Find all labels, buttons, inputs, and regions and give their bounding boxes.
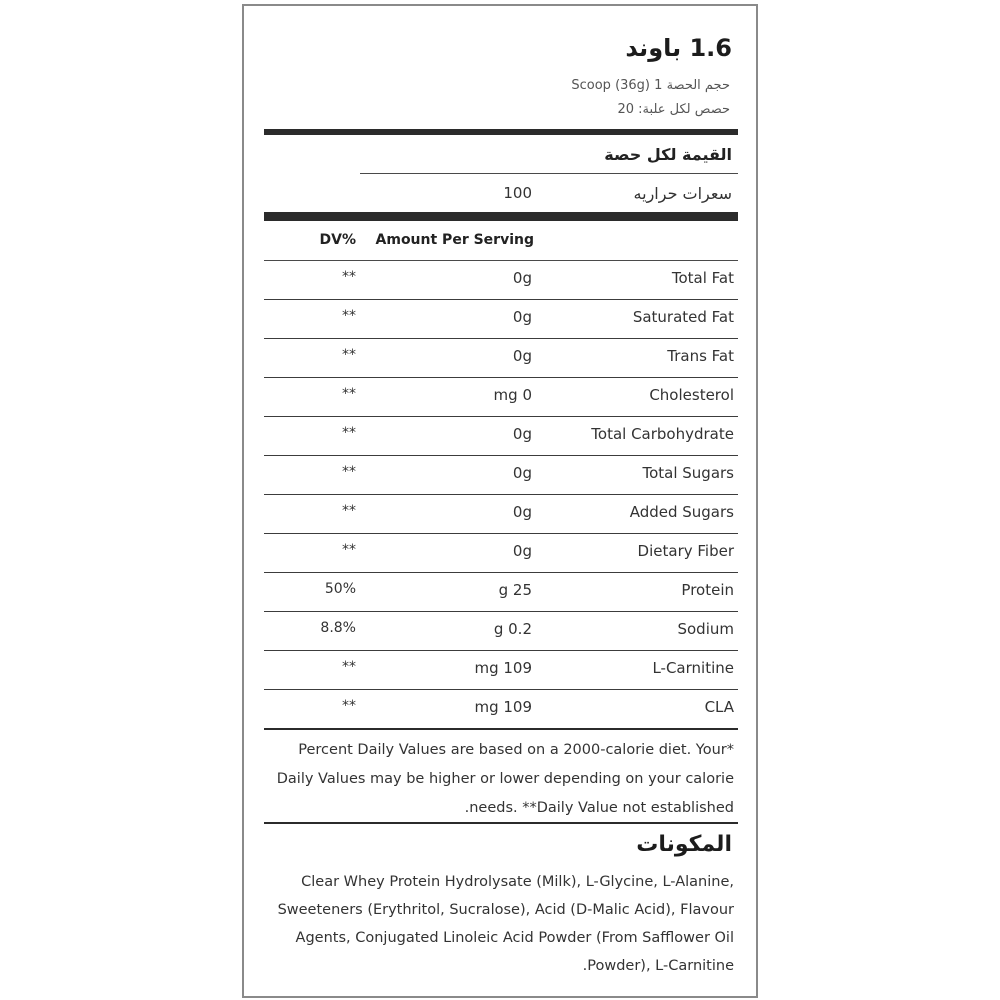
nutrient-name: CLA xyxy=(704,698,734,716)
ingredients-list: Clear Whey Protein Hydrolysate (Milk), L-Glycine, L-Alanine, Sweeteners (Erythritol, Sucralose), Acid (D-Malic Acid), Flavour Agents, Conjugated Linoleic Acid Powder (From Safflower Oil Powder), L-Carnitine. xyxy=(277,874,734,974)
serving-size: حجم الحصة 1 Scoop (36g) xyxy=(571,78,730,93)
daily-value-footnote: *Percent Daily Values are based on a 2000-calorie diet. Your Daily Values may be higher or lower depending on your calorie needs. **Daily Value not established. xyxy=(276,742,734,816)
nutrient-name: Total Sugars xyxy=(642,464,734,482)
calories-label: سعرات حراريه xyxy=(633,184,732,203)
divider-ingredients xyxy=(264,822,738,824)
nutrient-amount: 0g xyxy=(512,308,532,326)
nutrient-dv: ** xyxy=(342,659,356,675)
nutrient-row-cla xyxy=(264,689,738,730)
nutrient-dv: ** xyxy=(342,308,356,324)
nutrient-name: Cholesterol xyxy=(649,386,734,404)
nutrient-row-total-sugars xyxy=(264,455,738,495)
value-per-serving-heading: القيمة لكل حصة xyxy=(604,145,732,164)
nutrient-amount: 0g xyxy=(512,269,532,287)
calories-value: 100 xyxy=(503,184,532,202)
nutrient-name: Protein xyxy=(681,581,734,599)
servings-per-container: حصص لكل علبة: 20 xyxy=(617,102,730,117)
nutrient-row-saturated-fat xyxy=(264,299,738,339)
nutrient-row-cholesterol xyxy=(264,377,738,417)
dv-column-header: DV% xyxy=(319,232,356,248)
nutrient-name: Dietary Fiber xyxy=(637,542,734,560)
nutrient-row-dietary-fiber xyxy=(264,533,738,573)
nutrient-row-l-carnitine xyxy=(264,650,738,690)
nutrient-amount: mg 0 xyxy=(493,386,532,404)
nutrient-dv: 8.8% xyxy=(320,620,356,636)
nutrient-row-added-sugars xyxy=(264,494,738,534)
nutrient-amount: g 25 xyxy=(498,581,532,599)
product-weight-title: 1.6 باوند xyxy=(625,34,732,62)
nutrient-dv: ** xyxy=(342,503,356,519)
nutrient-dv: ** xyxy=(342,464,356,480)
nutrient-amount: mg 109 xyxy=(474,698,532,716)
nutrient-amount: mg 109 xyxy=(474,659,532,677)
nutrient-dv: ** xyxy=(342,425,356,441)
nutrient-name: L-Carnitine xyxy=(652,659,734,677)
nutrient-row-protein xyxy=(264,572,738,612)
nutrient-dv: ** xyxy=(342,386,356,402)
nutrient-name: Sodium xyxy=(677,620,734,638)
nutrient-dv: 50% xyxy=(324,581,356,597)
nutrient-dv: ** xyxy=(342,269,356,285)
nutrient-name: Total Fat xyxy=(671,269,734,287)
thick-divider-top xyxy=(264,129,738,135)
nutrient-amount: 0g xyxy=(512,542,532,560)
nutrient-amount: 0g xyxy=(512,464,532,482)
nutrient-row-total-fat xyxy=(264,260,738,300)
nutrient-amount: 0g xyxy=(512,425,532,443)
nutrient-name: Saturated Fat xyxy=(632,308,734,326)
nutrient-row-sodium xyxy=(264,611,738,651)
nutrient-amount: 0g xyxy=(512,347,532,365)
nutrient-amount: 0g xyxy=(512,503,532,521)
nutrient-name: Added Sugars xyxy=(629,503,734,521)
amount-column-header: Amount Per Serving xyxy=(375,232,534,248)
nutrient-amount: g 0.2 xyxy=(493,620,532,638)
thick-divider-calories xyxy=(264,212,738,221)
nutrient-name: Trans Fat xyxy=(667,347,734,365)
nutrient-name: Total Carbohydrate xyxy=(591,425,734,443)
nutrient-row-trans-fat xyxy=(264,338,738,378)
nutrient-dv: ** xyxy=(342,347,356,363)
nutrient-dv: ** xyxy=(342,542,356,558)
nutrient-dv: ** xyxy=(342,698,356,714)
ingredients-title: المكونات xyxy=(636,832,732,857)
nutrient-row-total-carbohydrate xyxy=(264,416,738,456)
divider xyxy=(360,173,738,174)
